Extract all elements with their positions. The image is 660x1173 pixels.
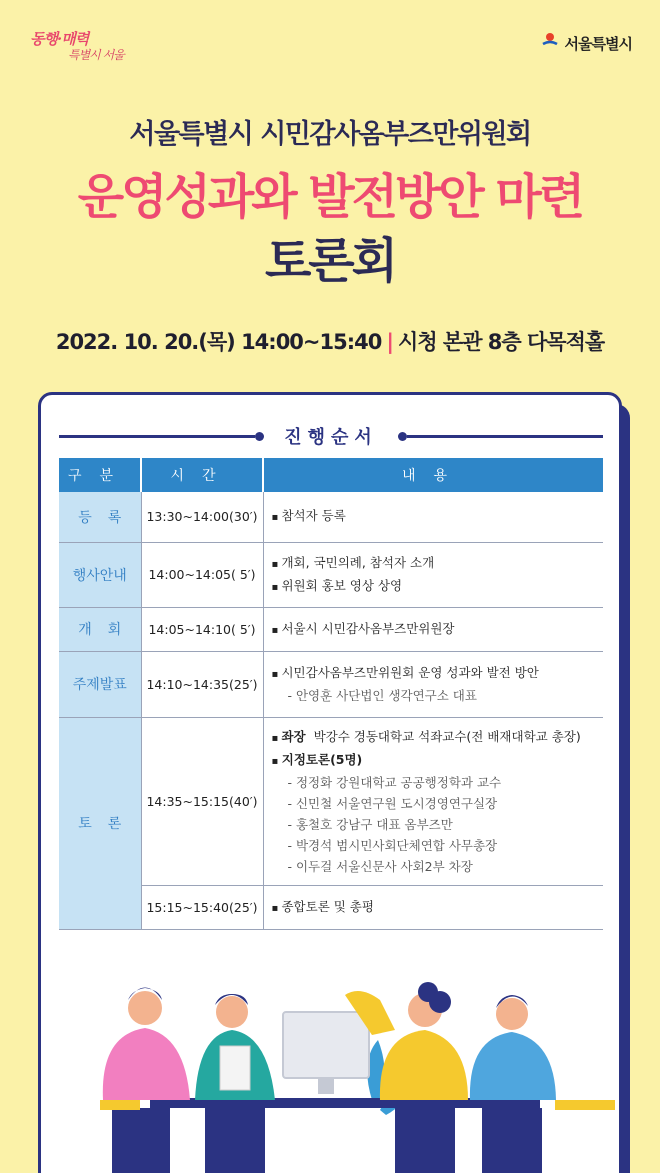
panel-label: ▪ 지정토론(5명) — [272, 749, 596, 772]
monitor-icon — [283, 1012, 369, 1078]
column-header: 내용 — [263, 458, 603, 492]
person-body — [380, 1030, 468, 1100]
city-logo-text: 서울특별시 — [564, 34, 632, 53]
column-header: 구분 — [59, 458, 141, 492]
content-subitem: - 안영훈 사단법인 생각연구소 대표 — [272, 685, 596, 706]
schedule-heading-text: 진행순서 — [284, 427, 378, 448]
content-item: ▪ 개회, 국민의례, 참석자 소개 — [272, 552, 596, 575]
category-cell: 등록 — [59, 492, 141, 542]
category-cell: 개회 — [59, 607, 141, 651]
person-body — [470, 1032, 556, 1100]
chair — [555, 1100, 615, 1110]
category-cell: 주제발표 — [59, 651, 141, 717]
slogan-line2: 특별시 서울 — [68, 48, 124, 62]
content-item: ▪ 종합토론 및 총평 — [272, 896, 596, 919]
panel-member: - 이두걸 서울신문사 사회2부 차장 — [272, 856, 596, 877]
main-title: 운영성과와 발전방안 마련 — [77, 169, 583, 225]
main-title-line2: 토론회 — [264, 233, 396, 289]
person-body — [103, 1028, 190, 1100]
event-datetime: 2022. 10. 20.(목) 14:00~15:40 — [55, 330, 382, 354]
content-item: ▪ 참석자 등록 — [272, 505, 596, 528]
event-venue: 시청 본관 8층 다목적홀 — [398, 330, 605, 354]
event-divider: | — [386, 330, 394, 354]
content-item: ▪ 서울시 시민감사옴부즈만위원장 — [272, 618, 596, 641]
time-cell: 14:05~14:10( 5′) — [141, 607, 263, 651]
panel-member: - 정정화 강원대학교 공공행정학과 교수 — [272, 772, 596, 793]
organizer-title: 서울특별시 시민감사옴부즈만위원회 — [129, 119, 531, 150]
content-item: ▪ 위원회 홍보 영상 상영 — [272, 575, 596, 598]
person-head — [496, 998, 528, 1030]
monitor-stand — [318, 1078, 334, 1094]
time-cell: 13:30~14:00(30′) — [141, 492, 263, 542]
time-cell: 14:35~15:15(40′) — [141, 717, 263, 885]
slogan-line1: 동행·매력 — [30, 30, 89, 48]
panel-member: - 홍철호 강남구 대표 옴부즈만 — [272, 814, 596, 835]
chair-label: 좌장 — [281, 728, 306, 744]
person-head — [128, 991, 162, 1025]
chair — [100, 1100, 140, 1110]
content-item: ▪ 시민감사옴부즈만위원회 운영 성과와 발전 방안 — [272, 662, 596, 685]
panel-member: - 박경석 범시민사회단체연합 사무총장 — [272, 835, 596, 856]
person-head — [216, 996, 248, 1028]
time-cell: 14:00~14:05( 5′) — [141, 542, 263, 607]
chair-name: 박강수 경동대학교 석좌교수(전 배재대학교 총장) — [313, 728, 581, 744]
column-header: 시간 — [141, 458, 263, 492]
time-cell: 15:15~15:40(25′) — [141, 885, 263, 929]
time-cell: 14:10~14:35(25′) — [141, 651, 263, 717]
category-cell: 행사안내 — [59, 542, 141, 607]
document-icon — [220, 1046, 250, 1090]
category-cell: 토론 — [59, 717, 141, 929]
panel-member: - 신민철 서울연구원 도시경영연구실장 — [272, 793, 596, 814]
